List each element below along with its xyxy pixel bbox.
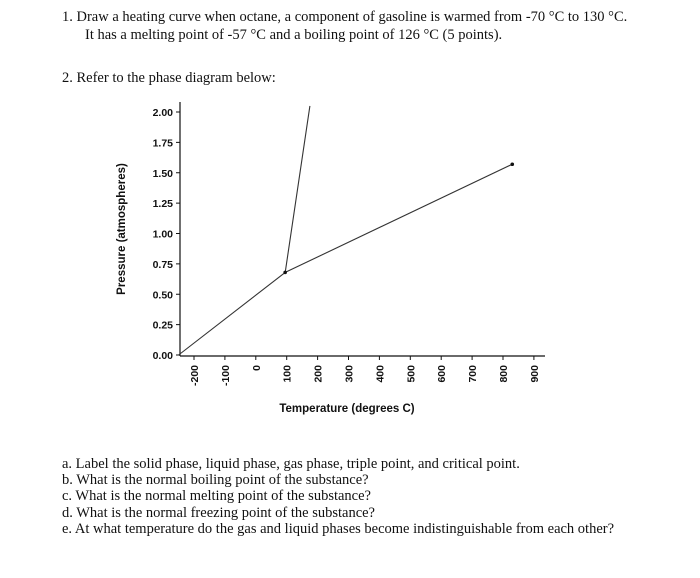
subquestion-d: d. What is the normal freezing point of the substance? [62,504,375,521]
y-tick-label: 0.75 [152,258,173,271]
y-tick-label: 2.00 [152,107,173,119]
x-tick-label: -100 [219,365,232,387]
subquestion-c: c. What is the normal melting point of the substance? [62,488,371,505]
chart-series [179,106,514,355]
critical-point-marker [510,162,514,166]
y-tick-label: 1.75 [152,137,173,150]
chart-axes [176,102,545,360]
question-1-line-1: 1. Draw a heating curve when octane, a component of gasoline is warmed from -70 °C to 130 °C. [62,9,628,25]
y-tick-label: 1.25 [152,198,173,211]
subquestion-e: e. At what temperature do the gas and liquid phases become indistinguishable from each other? [62,520,615,537]
subquestions-list [62,456,614,537]
triple-point-marker [283,271,287,275]
x-tick-label: 300 [343,365,356,383]
y-tick-label: 1.00 [152,228,173,241]
y-axis-title: Pressure (atmospheres) [116,163,128,295]
y-tick-label: 1.50 [152,167,173,180]
y-tick-label: 0.50 [152,289,173,302]
x-tick-label: 600 [436,365,449,383]
x-tick-label: 0 [250,365,263,371]
x-tick-label: 200 [312,365,325,383]
y-tick-label: 0.00 [152,350,173,362]
x-tick-label: 400 [374,365,387,383]
x-tick-label: -200 [189,365,201,387]
x-tick-label: 700 [467,365,480,383]
phase-boundary-line-1 [179,272,286,355]
subquestion-b: b. What is the normal boiling point of the substance? [62,472,369,489]
phase-boundary-line-2 [285,106,310,273]
x-tick-label: 100 [281,365,294,383]
x-tick-label: 500 [405,365,418,383]
y-tick-label: 0.25 [152,319,173,332]
subquestion-a: a. Label the solid phase, liquid phase, gas phase, triple point, and critical point. [62,456,520,472]
question-2: 2. Refer to the phase diagram below: [62,70,276,86]
phase-boundary-line-3 [285,164,512,272]
question-1-line-2: It has a melting point of -57 °C and a boiling point of 126 °C (5 points). [85,27,503,43]
x-tick-label: 900 [528,365,541,383]
x-axis-title: Temperature (degrees C) [279,403,415,415]
x-tick-label: 800 [498,365,510,383]
